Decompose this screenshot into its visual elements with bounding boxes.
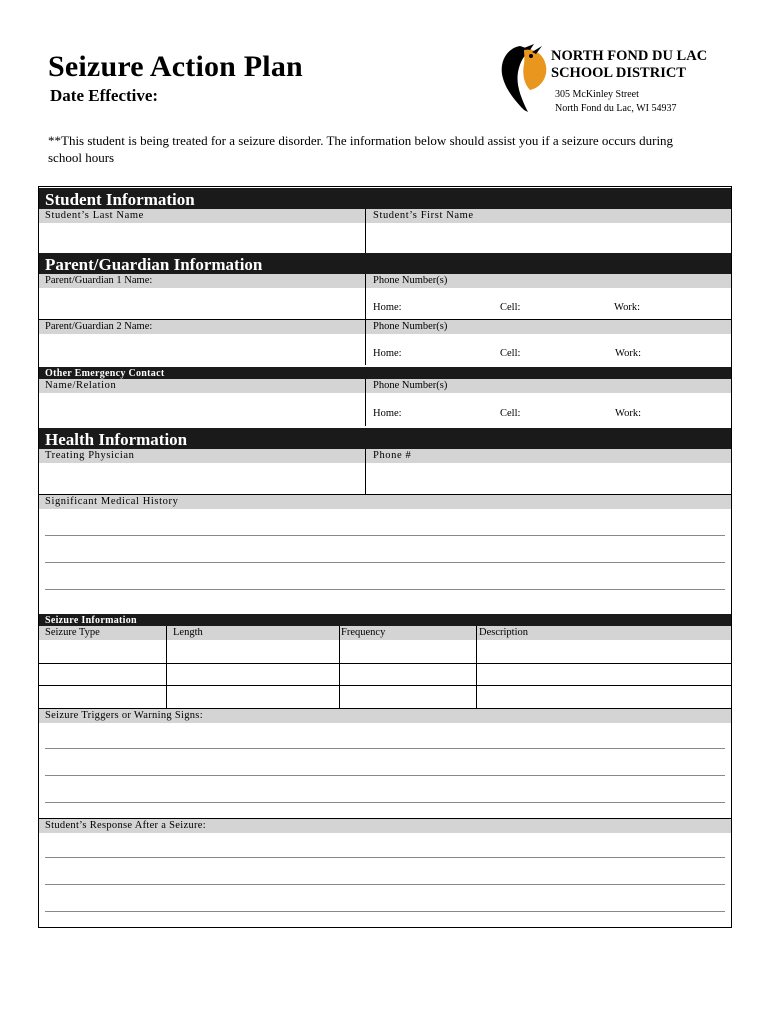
last-name-field[interactable] <box>39 223 365 253</box>
triggers-line <box>45 775 725 776</box>
physician-phone-label: Phone # <box>373 450 412 461</box>
emergency-cell-label: Cell: <box>500 408 521 419</box>
col-length: Length <box>173 627 203 638</box>
col-frequency: Frequency <box>341 627 386 638</box>
seizure-table-body[interactable] <box>39 640 731 709</box>
first-name-label: Student’s First Name <box>373 210 474 221</box>
address-city: North Fond du Lac, WI 54937 <box>555 103 677 114</box>
col-description: Description <box>479 627 528 638</box>
triggers-line <box>45 748 725 749</box>
guardian-info-heading: Parent/Guardian Information <box>39 253 731 274</box>
seizure-columns-row <box>39 626 731 640</box>
address-street: 305 McKinley Street <box>555 89 639 100</box>
notice-line-1: **This student is being treated for a seizure disorder. The information below should assist you if a seizure occurs during <box>48 133 674 148</box>
guardian1-cell-label: Cell: <box>500 302 521 313</box>
health-label-row <box>39 449 731 463</box>
oriole-bird-logo-icon <box>490 40 550 114</box>
last-name-label: Student’s Last Name <box>45 210 144 221</box>
notice-text <box>48 132 738 166</box>
guardian1-name-field[interactable] <box>39 288 365 319</box>
physician-field[interactable] <box>39 463 365 494</box>
emergency-name-field[interactable] <box>39 393 365 424</box>
physician-label: Treating Physician <box>45 450 135 461</box>
emergency-divider <box>365 379 366 426</box>
name-relation-label: Name/Relation <box>45 380 117 391</box>
triggers-field[interactable] <box>39 723 731 823</box>
guardian2-name-label: Parent/Guardian 2 Name: <box>45 321 153 332</box>
medical-history-field[interactable] <box>39 509 731 609</box>
emergency-label-row <box>39 379 731 393</box>
guardian2-cell-label: Cell: <box>500 348 521 359</box>
response-line <box>45 857 725 858</box>
history-line <box>45 535 725 536</box>
emergency-home-label: Home: <box>373 408 402 419</box>
guardian1-phone-label: Phone Number(s) <box>373 275 448 286</box>
district-line-1: NORTH FOND DU LAC <box>551 48 708 64</box>
guardian1-work-label: Work: <box>614 302 640 313</box>
response-line <box>45 884 725 885</box>
guardian1-home-label: Home: <box>373 302 402 313</box>
student-info-heading: Student Information <box>39 188 731 209</box>
history-label-row <box>39 495 731 509</box>
district-line-2: SCHOOL DISTRICT <box>551 65 686 81</box>
guardian1-name-label: Parent/Guardian 1 Name: <box>45 275 153 286</box>
guardian2-phone-label: Phone Number(s) <box>373 321 448 332</box>
page-title: Seizure Action Plan <box>48 50 303 83</box>
seizure-info-heading: Seizure Information <box>39 614 731 626</box>
student-label-row <box>39 209 731 223</box>
emergency-phone-label: Phone Number(s) <box>373 380 448 391</box>
health-info-heading: Health Information <box>39 428 731 449</box>
physician-phone-field[interactable] <box>366 463 731 494</box>
response-label: Student’s Response After a Seizure: <box>45 820 206 831</box>
response-field[interactable] <box>39 833 731 927</box>
triggers-label-row <box>39 709 731 723</box>
response-line <box>45 911 725 912</box>
response-label-row <box>39 819 731 833</box>
guardian2-work-label: Work: <box>615 348 641 359</box>
date-effective-label: Date Effective: <box>50 86 159 105</box>
guardian2-label-row <box>39 320 731 334</box>
triggers-line <box>45 802 725 803</box>
notice-line-2: school hours <box>48 150 115 165</box>
emergency-contact-heading: Other Emergency Contact <box>39 367 731 379</box>
history-line <box>45 589 725 590</box>
triggers-label: Seizure Triggers or Warning Signs: <box>45 710 203 721</box>
first-name-field[interactable] <box>366 223 731 253</box>
col-seizure-type: Seizure Type <box>45 627 100 638</box>
guardian-row-separator <box>39 319 731 320</box>
guardian2-name-field[interactable] <box>39 334 365 365</box>
emergency-work-label: Work: <box>615 408 641 419</box>
history-line <box>45 562 725 563</box>
district-name <box>551 48 751 82</box>
medical-history-label: Significant Medical History <box>45 496 179 507</box>
seizure-form <box>38 186 732 928</box>
guardian2-home-label: Home: <box>373 348 402 359</box>
guardian1-label-row <box>39 274 731 288</box>
